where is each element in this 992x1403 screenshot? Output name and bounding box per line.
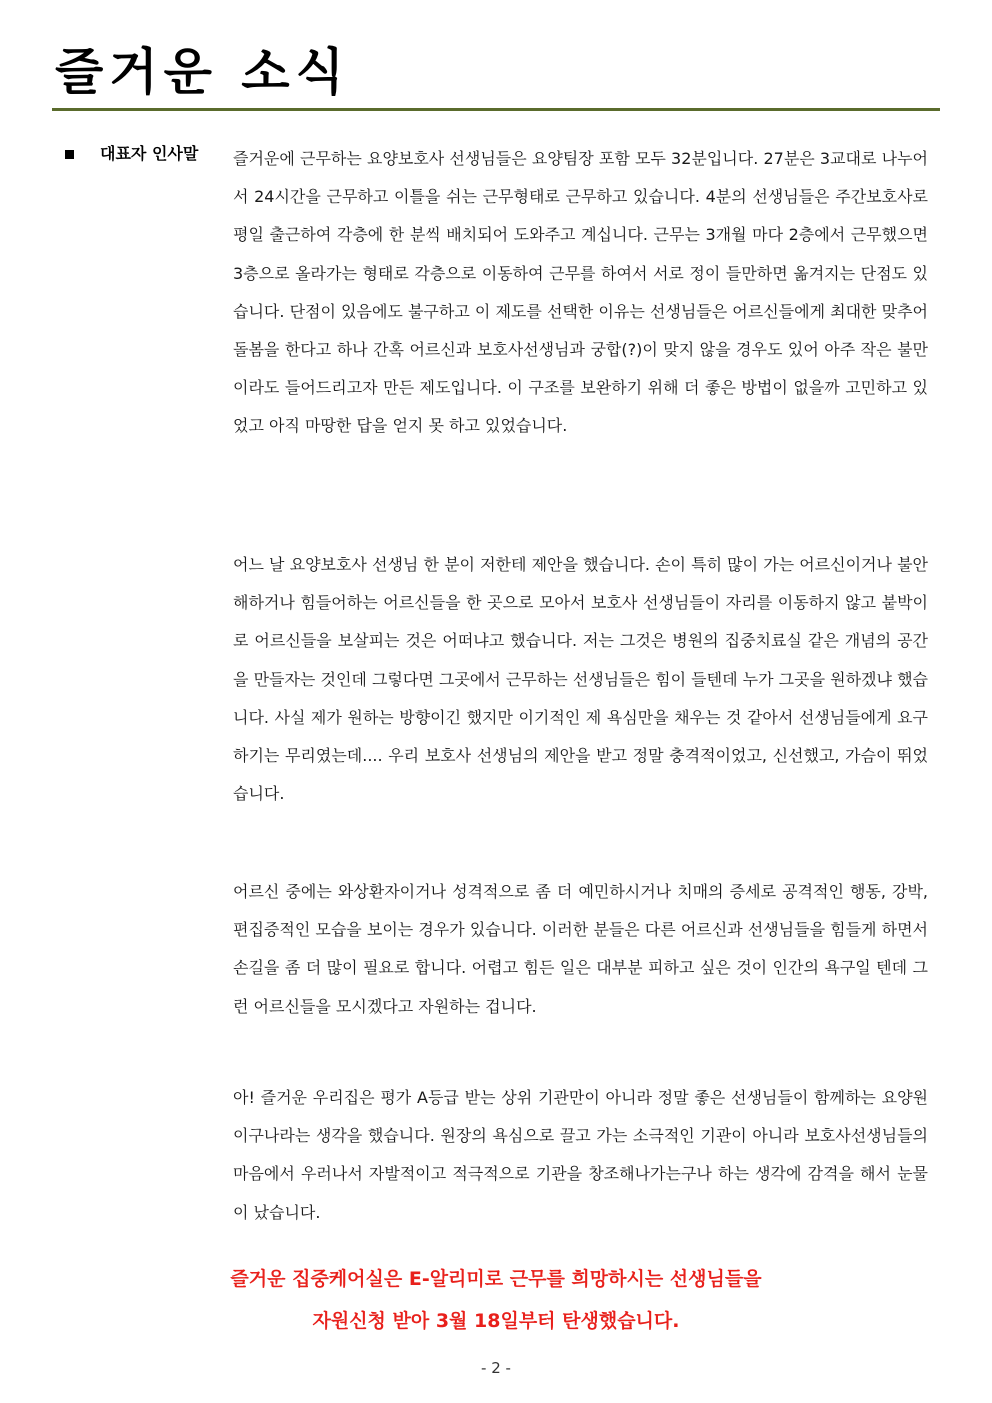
page-number: - 2 - [481,1359,511,1377]
title-divider [52,108,940,111]
closing-line-1: 즐거운 집중케어실은 E-알리미로 근무를 희망하시는 선생님들을 [230,1268,762,1290]
paragraph-3: 어르신 중에는 와상환자이거나 성격적으로 좀 더 예민하시거나 치매의 증세로 공격적인 행동, 강박, 편집증적인 모습을 보이는 경우가 있습니다. 이러한 분들은 다른 어르신과 선생님들을 힘들게 하면서 손길을 좀 더 많이 필요로 합니다. 어렵고 힘든 일은 대부분 피하고 싶은 것이 인간의 욕구일 텐데 그런 어르신들을 모시겠다고 자원하는 겁니다. [233,882,928,1016]
paragraph-4: 아! 즐거운 우리집은 평가 A등급 받는 상위 기관만이 아니라 정말 좋은 선생님들이 함께하는 요양원이구나라는 생각을 했습니다. 원장의 욕심으로 끌고 가는 소극적인 기관이 아니라 보호사선생님들의 마음에서 우러나서 자발적이고 적극적으로 기관을 창조해나가는구나 하는 생각에 감격을 해서 눈물이 났습니다. [233,1088,928,1222]
closing-line-2: 자원신청 받아 3월 18일부터 탄생했습니다. [312,1310,680,1332]
paragraph-1: 즐거운에 근무하는 요양보호사 선생님들은 요양팀장 포함 모두 32분입니다. 27분은 3교대로 나누어서 24시간을 근무하고 이틀을 쉬는 근무형태로 근무하고 있습니다. 4분의 선생님들은 주간보호사로 평일 출근하여 각층에 한 분씩 배치되어 도와주고 계십니다. 근무는 3개월 마다 2층에서 근무했으면 3층으로 올라가는 형태로 각층으로 이동하여 근무를 하여서 서로 정이 들만하면 옮겨지는 단점도 있습니다. 단점이 있음에도 불구하고 이 제도를 선택한 이유는 선생님들은 어르신들에게 최대한 맞추어 돌봄을 한다고 하나 간혹 어르신과 보호사선생님과 궁합(?)이 맞지 않을 경우도 있어 아주 작은 불만이라도 들어드리고자 만든 제도입니다. 이 구조를 보완하기 위해 더 좋은 방법이 없을까 고민하고 있었고 아직 마땅한 답을 얻지 못 하고 있었습니다. [233,149,928,436]
page-title: 즐거운 소식 [55,43,350,101]
paragraph-2: 어느 날 요양보호사 선생님 한 분이 저한테 제안을 했습니다. 손이 특히 많이 가는 어르신이거나 불안해하거나 힘들어하는 어르신들을 한 곳으로 모아서 보호사 선생님들이 자리를 이동하지 않고 붙박이로 어르신들을 보살피는 것은 어떠냐고 했습니다. 저는 그것은 병원의 집중치료실 같은 개념의 공간을 만들자는 것인데 그렇다면 그곳에서 근무하는 선생님들은 힘이 들텐데 누가 그곳을 원하겠냐 했습니다. 사실 제가 원하는 방향이긴 했지만 이기적인 제 욕심만을 채우는 것 같아서 선생님들에게 요구하기는 무리였는데.... 우리 보호사 선생님의 제안을 받고 정말 충격적이었고, 신선했고, 가슴이 뛰었습니다. [233,555,928,804]
section-bullet-icon [65,150,74,159]
section-label: 대표자 인사말 [100,144,199,163]
